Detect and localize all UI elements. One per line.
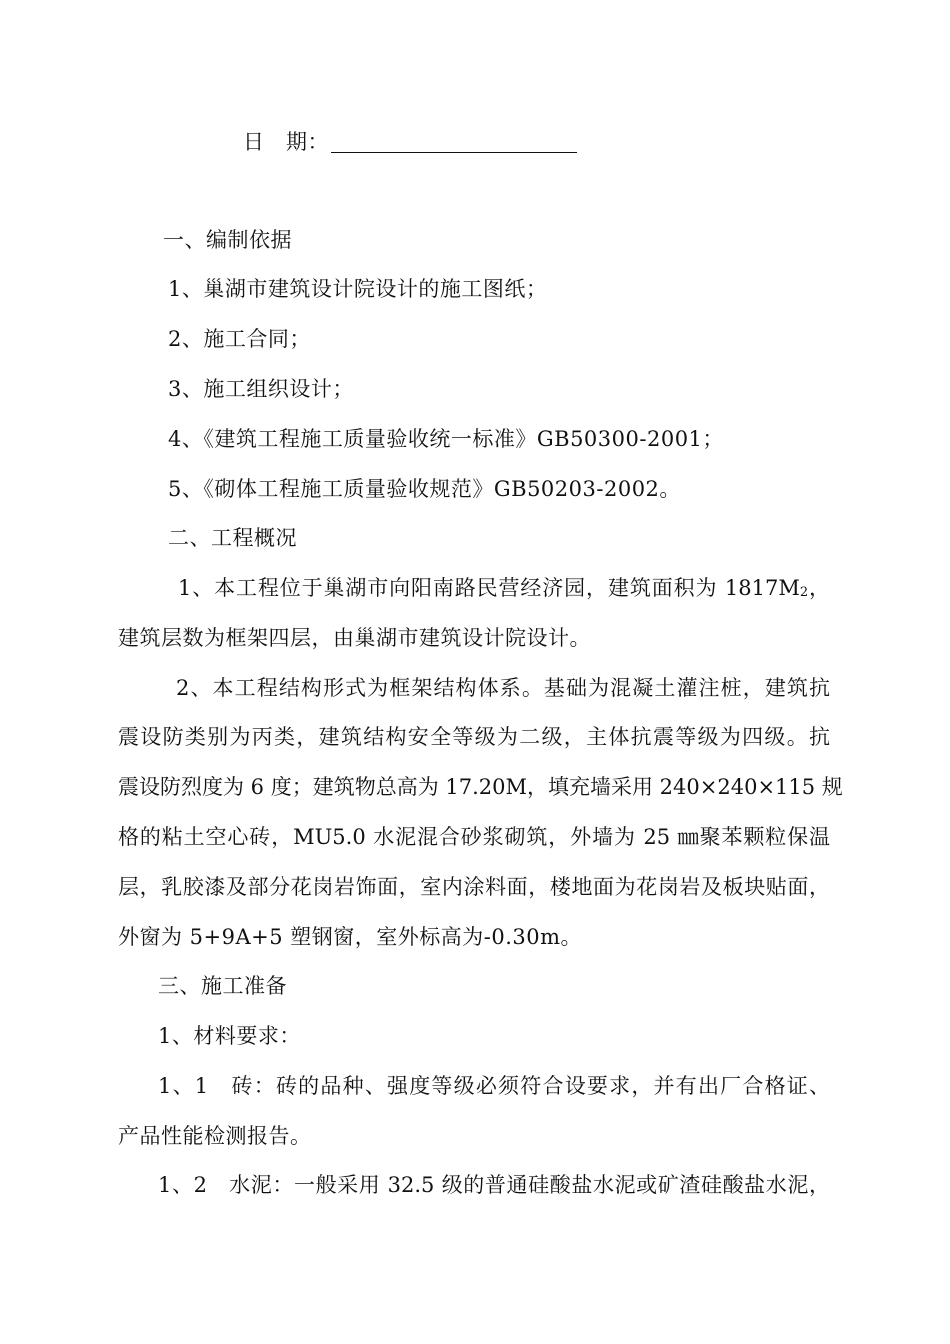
basis-item: 4、《建筑工程施工质量验收统一标准》GB50300-2001； [168, 427, 724, 451]
basis-item: 3、施工组织设计； [168, 377, 354, 401]
overview-paragraph-2-line: 2、本工程结构形式为框架结构体系。基础为混凝土灌注桩，建筑抗 [176, 676, 830, 700]
brick-requirement-line: 1、1 砖：砖的品种、强度等级必须符合设要求，并有出厂合格证、 [158, 1074, 830, 1098]
date-blank-underline [331, 152, 577, 153]
section-heading-basis: 一、编制依据 [163, 228, 292, 252]
basis-item: 1、巢湖市建筑设计院设计的施工图纸； [168, 277, 548, 301]
overview-paragraph-2-line: 层，乳胶漆及部分花岗岩饰面，室内涂料面，楼地面为花岗岩及板块贴面， [118, 875, 830, 899]
material-heading: 1、材料要求： [158, 1024, 301, 1048]
date-label: 日 期： [243, 130, 329, 154]
overview-paragraph-2-line: 格的粘土空心砖，MU5.0 水泥混合砂浆砌筑，外墙为 25 ㎜聚苯颗粒保温 [118, 825, 830, 849]
overview-paragraph-1-line: 建筑层数为框架四层，由巢湖市建筑设计院设计。 [118, 626, 591, 650]
section-heading-prep: 三、施工准备 [158, 974, 287, 998]
overview-paragraph-1-line: 1、本工程位于巢湖市向阳南路民营经济园，建筑面积为 $1817M_2$， [178, 576, 831, 600]
basis-item: 2、施工合同； [168, 327, 311, 351]
basis-item: 5、《砌体工程施工质量验收规范》GB50203-2002。 [168, 477, 681, 501]
section-heading-overview: 二、工程概况 [168, 526, 297, 550]
brick-requirement-line: 产品性能检测报告。 [118, 1124, 312, 1148]
overview-paragraph-2-line: 震设防类别为丙类，建筑结构安全等级为二级，主体抗震等级为四级。抗 [118, 725, 830, 749]
overview-paragraph-2-line: 震设防烈度为 6 度；建筑物总高为 17.20M，填充墙采用 240×240×115 规 [118, 775, 843, 799]
overview-paragraph-2-line: 外窗为 5+9A+5 塑钢窗，室外标高为-0.30m。 [118, 925, 583, 949]
cement-requirement-line: 1、2 水泥：一般采用 32.5 级的普通硅酸盐水泥或矿渣硅酸盐水泥， [158, 1173, 830, 1197]
